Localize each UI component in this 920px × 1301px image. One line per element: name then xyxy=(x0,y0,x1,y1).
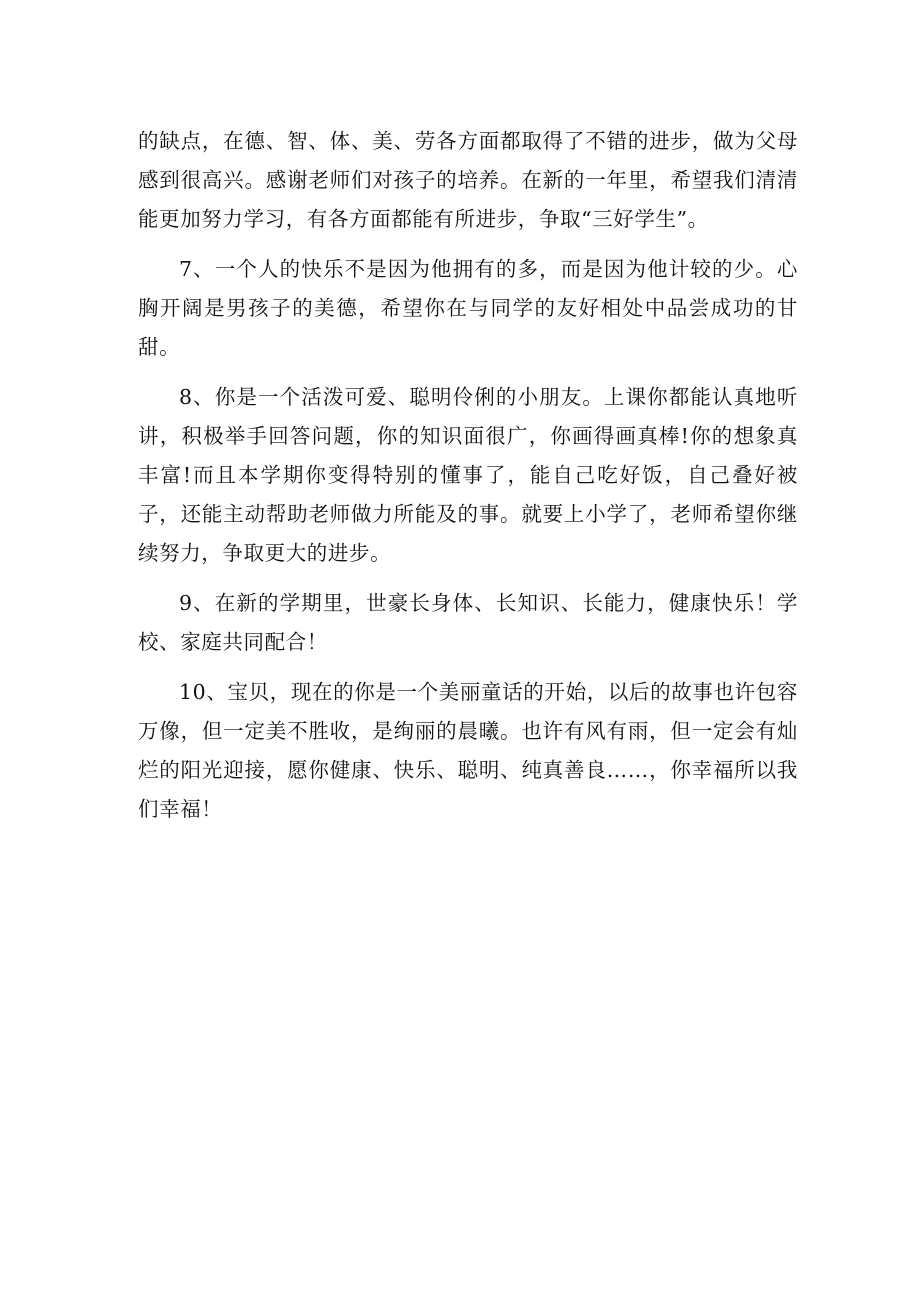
paragraph-7: 7、一个人的快乐不是因为他拥有的多，而是因为他计较的少。心胸开阔是男孩子的美德，希望你在与同学的友好相处中品尝成功的甘甜。 xyxy=(138,257,798,359)
paragraph-8: 8、你是一个活泼可爱、聪明伶俐的小朋友。上课你都能认真地听讲，积极举手回答问题，你的知识面很广，你画得画真棒!你的想象真丰富!而且本学期你变得特别的懂事了，能自己吃好饭，自己叠好被子，还能主动帮助老师做力所能及的事。就要上小学了，老师希望你继续努力，争取更大的进步。 xyxy=(138,385,798,565)
paragraph-9: 9、在新的学期里，世豪长身体、长知识、长能力，健康快乐！学校、家庭共同配合！ xyxy=(138,591,798,654)
document-body xyxy=(138,122,798,840)
paragraph-continued: 的缺点，在德、智、体、美、劳各方面都取得了不错的进步，做为父母感到很高兴。感谢老师们对孩子的培养。在新的一年里，希望我们清清能更加努力学习，有各方面都能有所进步，争取“三好学生”。 xyxy=(138,129,798,231)
paragraph-10: 10、宝贝，现在的你是一个美丽童话的开始，以后的故事也许包容万像，但一定美不胜收，是绚丽的晨曦。也许有风有雨，但一定会有灿烂的阳光迎接，愿你健康、快乐、聪明、纯真善良……，你幸福所以我们幸福！ xyxy=(138,680,798,821)
